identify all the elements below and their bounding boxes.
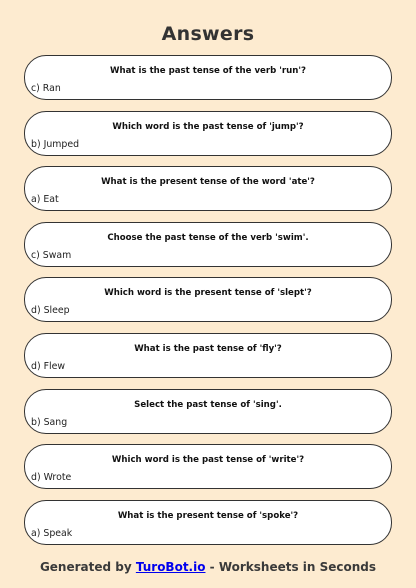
answer-card bbox=[24, 389, 392, 434]
footer bbox=[0, 560, 416, 574]
footer-prefix: Generated by bbox=[39, 560, 136, 574]
answer-text: b) Jumped bbox=[31, 138, 80, 150]
question-text: Which word is the past tense of 'write'? bbox=[111, 455, 305, 466]
answer-card bbox=[24, 444, 392, 489]
answer-card bbox=[24, 333, 392, 378]
answer-text: d) Wrote bbox=[31, 472, 72, 484]
answer-list bbox=[24, 55, 392, 555]
answer-text: b) Sang bbox=[31, 416, 68, 428]
question-text: What is the past tense of 'fly'? bbox=[134, 343, 282, 354]
turobot-link[interactable]: TuroBot.io bbox=[135, 560, 206, 574]
question-text: Select the past tense of 'sing'. bbox=[134, 399, 282, 410]
answer-card bbox=[24, 277, 392, 322]
answer-text: a) Speak bbox=[31, 527, 73, 539]
answer-text: c) Ran bbox=[31, 83, 61, 94]
question-text: Which word is the past tense of 'jump'? bbox=[112, 121, 304, 132]
answer-card bbox=[24, 222, 392, 267]
footer-suffix: - Worksheets in Seconds bbox=[205, 560, 377, 574]
page-title: Answers bbox=[161, 23, 255, 45]
question-text: What is the present tense of 'spoke'? bbox=[117, 510, 299, 521]
question-text: Which word is the present tense of 'slept'? bbox=[104, 288, 312, 299]
question-text: What is the present tense of the word 'ate'? bbox=[101, 177, 315, 188]
question-text: What is the past tense of the verb 'run'? bbox=[110, 66, 306, 76]
question-text: Choose the past tense of the verb 'swim'. bbox=[107, 232, 309, 243]
answer-card bbox=[24, 55, 392, 100]
answer-card bbox=[24, 166, 392, 211]
answer-text: d) Sleep bbox=[31, 305, 70, 317]
answer-text: a) Eat bbox=[31, 194, 59, 206]
answer-card bbox=[24, 111, 392, 156]
answer-card bbox=[24, 500, 392, 545]
answer-text: c) Swam bbox=[31, 249, 72, 261]
answer-text: d) Flew bbox=[31, 360, 66, 372]
